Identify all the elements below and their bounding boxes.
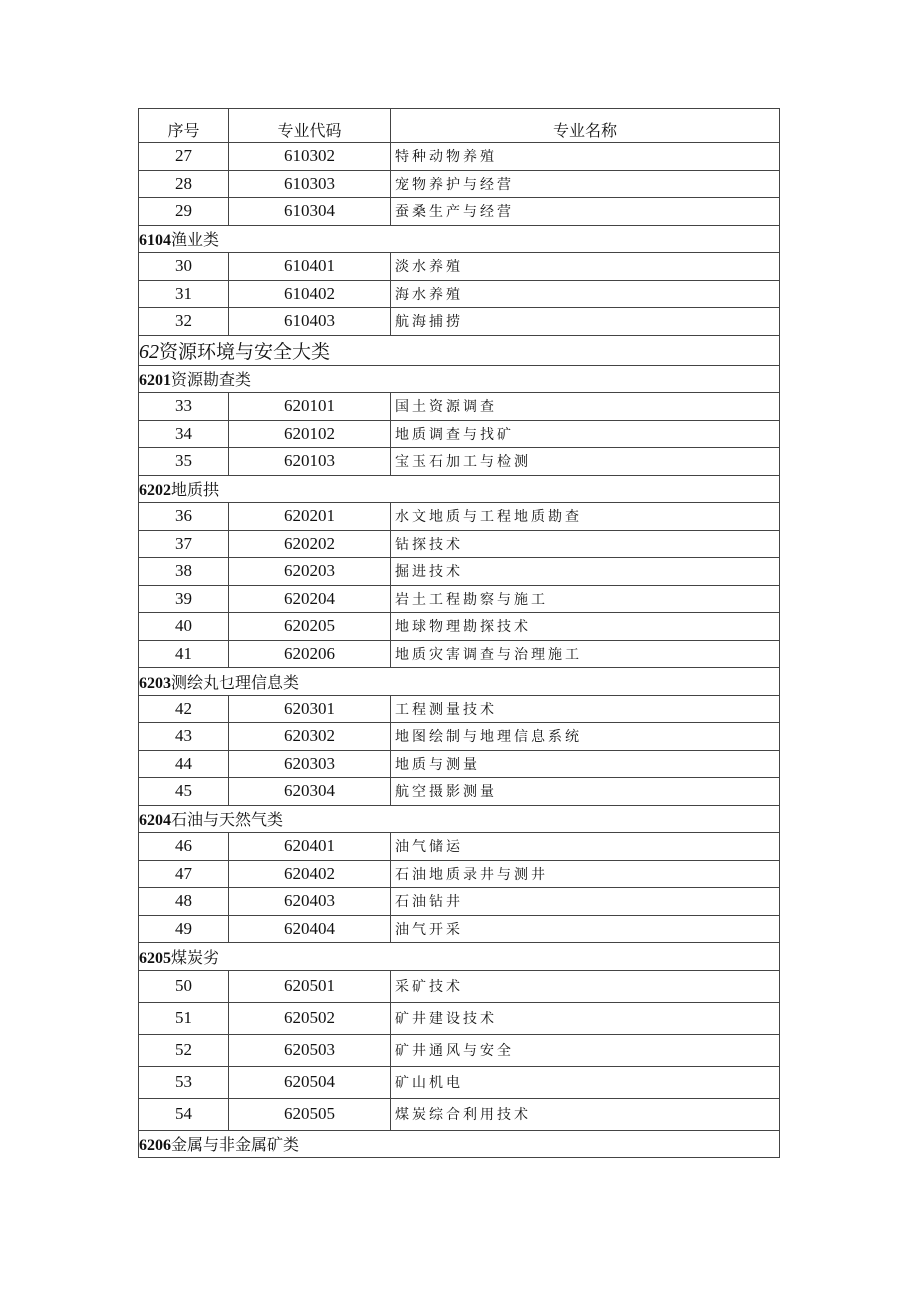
table-row [139,613,780,641]
table-row [139,888,780,916]
seq-cell: 51 [139,1002,229,1034]
table-row [139,448,780,476]
category-name: 资源勘查类 [171,370,252,390]
big-category-code: 62 [139,340,159,363]
table-row [139,750,780,778]
code-cell: 610303 [229,170,391,198]
table-row [139,723,780,751]
seq-cell: 42 [139,695,229,723]
header-name: 专业名称 [391,109,780,143]
name-cell: 水文地质与工程地质勘查 [391,503,780,531]
seq-cell: 33 [139,393,229,421]
category-name: 金属与非金属矿类 [171,1135,300,1155]
big-category-name: 资源环境与安全大类 [159,340,331,363]
seq-cell: 28 [139,170,229,198]
category-title [139,365,780,393]
code-cell: 620303 [229,750,391,778]
name-cell: 地质与测量 [391,750,780,778]
category-code: 6201 [139,372,171,390]
category-code: 6204 [139,812,171,830]
code-cell: 620201 [229,503,391,531]
category-code: 6205 [139,949,171,967]
seq-cell: 29 [139,198,229,226]
category-name: 测绘丸乜理信息类 [171,672,300,692]
code-cell: 620203 [229,558,391,586]
name-cell: 海水养殖 [391,280,780,308]
table-row [139,585,780,613]
code-cell: 620301 [229,695,391,723]
seq-cell: 47 [139,860,229,888]
category-row [139,668,780,696]
code-cell: 610403 [229,308,391,336]
category-title [139,943,780,971]
name-cell: 航空摄影测量 [391,778,780,806]
name-cell: 矿井通风与安全 [391,1034,780,1066]
code-cell: 620505 [229,1098,391,1130]
name-cell: 石油钻井 [391,888,780,916]
seq-cell: 48 [139,888,229,916]
code-cell: 620304 [229,778,391,806]
name-cell: 工程测量技术 [391,695,780,723]
table-row [139,833,780,861]
seq-cell: 34 [139,420,229,448]
seq-cell: 50 [139,970,229,1002]
name-cell: 航海捕捞 [391,308,780,336]
name-cell: 宠物养护与经营 [391,170,780,198]
seq-cell: 38 [139,558,229,586]
code-cell: 620204 [229,585,391,613]
table-row [139,503,780,531]
code-cell: 620103 [229,448,391,476]
category-code: 6104 [139,232,171,250]
code-cell: 610401 [229,253,391,281]
seq-cell: 52 [139,1034,229,1066]
major-table [138,108,780,1158]
name-cell: 地球物理勘探技术 [391,613,780,641]
table-row [139,198,780,226]
code-cell: 620206 [229,640,391,668]
table-row [139,640,780,668]
code-cell: 620504 [229,1066,391,1098]
category-name: 渔业类 [171,230,220,250]
seq-cell: 31 [139,280,229,308]
name-cell: 蚕桑生产与经营 [391,198,780,226]
seq-cell: 40 [139,613,229,641]
seq-cell: 44 [139,750,229,778]
category-row [139,225,780,253]
category-title [139,1130,780,1158]
big-category-title [139,335,780,365]
code-cell: 610304 [229,198,391,226]
table-row [139,1066,780,1098]
seq-cell: 37 [139,530,229,558]
table-row [139,1098,780,1130]
name-cell: 油气储运 [391,833,780,861]
name-cell: 煤炭综合利用技术 [391,1098,780,1130]
table-row [139,308,780,336]
name-cell: 国土资源调查 [391,393,780,421]
header-code: 专业代码 [229,109,391,143]
name-cell: 掘进技术 [391,558,780,586]
category-title [139,805,780,833]
seq-cell: 49 [139,915,229,943]
name-cell: 地图绘制与地理信息系统 [391,723,780,751]
category-name: 煤炭劣 [171,947,220,967]
seq-cell: 32 [139,308,229,336]
seq-cell: 54 [139,1098,229,1130]
table-row [139,558,780,586]
code-cell: 610402 [229,280,391,308]
code-cell: 620302 [229,723,391,751]
table-row [139,1034,780,1066]
table-row [139,778,780,806]
header-seq: 序号 [139,109,229,143]
category-name: 地质拱 [171,480,220,500]
name-cell: 岩土工程勘察与施工 [391,585,780,613]
table-row [139,1002,780,1034]
seq-cell: 30 [139,253,229,281]
seq-cell: 45 [139,778,229,806]
table-row [139,530,780,558]
code-cell: 620402 [229,860,391,888]
name-cell: 矿井建设技术 [391,1002,780,1034]
seq-cell: 46 [139,833,229,861]
table-row [139,280,780,308]
seq-cell: 36 [139,503,229,531]
code-cell: 620101 [229,393,391,421]
name-cell: 地质调查与找矿 [391,420,780,448]
category-code: 6202 [139,482,171,500]
table-row [139,915,780,943]
code-cell: 620502 [229,1002,391,1034]
category-code: 6206 [139,1137,171,1155]
table-row [139,970,780,1002]
code-cell: 620403 [229,888,391,916]
name-cell: 钻探技术 [391,530,780,558]
name-cell: 矿山机电 [391,1066,780,1098]
table-row [139,253,780,281]
seq-cell: 43 [139,723,229,751]
code-cell: 620102 [229,420,391,448]
category-row [139,475,780,503]
table-row [139,860,780,888]
category-title [139,225,780,253]
code-cell: 620404 [229,915,391,943]
seq-cell: 41 [139,640,229,668]
name-cell: 地质灾害调查与治理施工 [391,640,780,668]
code-cell: 620202 [229,530,391,558]
name-cell: 采矿技术 [391,970,780,1002]
seq-cell: 39 [139,585,229,613]
table-row [139,695,780,723]
category-row [139,943,780,971]
table-row [139,170,780,198]
category-row [139,1130,780,1158]
code-cell: 610302 [229,143,391,171]
table-row [139,143,780,171]
category-code: 6203 [139,674,171,692]
category-title [139,475,780,503]
code-cell: 620205 [229,613,391,641]
code-cell: 620501 [229,970,391,1002]
seq-cell: 53 [139,1066,229,1098]
header-row [139,109,780,143]
name-cell: 特种动物养殖 [391,143,780,171]
seq-cell: 27 [139,143,229,171]
name-cell: 石油地质录井与测井 [391,860,780,888]
name-cell: 油气开采 [391,915,780,943]
category-name: 石油与天然气类 [171,810,284,830]
code-cell: 620503 [229,1034,391,1066]
category-row [139,365,780,393]
table-body [139,109,780,1158]
name-cell: 淡水养殖 [391,253,780,281]
category-title [139,668,780,696]
category-row [139,805,780,833]
code-cell: 620401 [229,833,391,861]
name-cell: 宝玉石加工与检测 [391,448,780,476]
big-category-row [139,335,780,365]
table-row [139,420,780,448]
table-row [139,393,780,421]
seq-cell: 35 [139,448,229,476]
